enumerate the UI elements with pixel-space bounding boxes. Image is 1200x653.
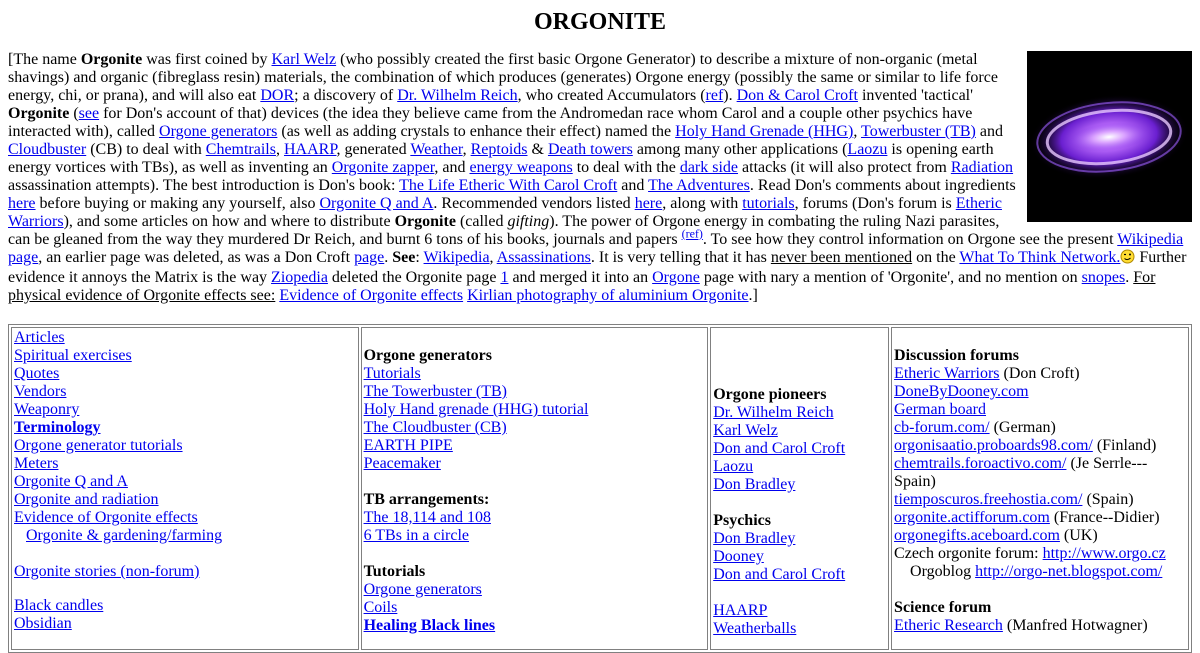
link-weatherballs[interactable]: Weatherballs: [713, 620, 797, 637]
link-orgonite-radiation[interactable]: Orgonite and radiation: [14, 491, 159, 508]
link-forum-cb[interactable]: cb-forum.com/: [894, 419, 990, 436]
intro-section: [8, 51, 1194, 305]
link-the-cloudbuster[interactable]: The Cloudbuster (CB): [363, 419, 507, 436]
link-dor[interactable]: DOR: [260, 87, 295, 104]
link-forum-tiempos[interactable]: tiemposcuros.freehostia.com/: [894, 491, 1083, 508]
orgone-nebula-image: [1027, 51, 1192, 222]
link-croft-page[interactable]: page: [354, 249, 385, 266]
link-weaponry[interactable]: Weaponry: [14, 401, 80, 418]
link-snopes[interactable]: snopes: [1081, 269, 1126, 286]
link-forum-finland[interactable]: orgonisaatio.proboards98.com/: [894, 437, 1093, 454]
link-orgonite-stories[interactable]: Orgonite stories (non-forum): [14, 563, 200, 580]
link-psychic-crofts[interactable]: Don and Carol Croft: [713, 566, 846, 583]
link-cloudbuster[interactable]: Cloudbuster: [8, 141, 87, 158]
link-radiation[interactable]: Radiation: [950, 159, 1014, 176]
link-haarp-section[interactable]: HAARP: [713, 602, 768, 619]
links-table: [8, 324, 1192, 653]
link-dark-side[interactable]: dark side: [679, 159, 739, 176]
heading-science-forum: Science forum: [894, 599, 992, 616]
link-weather[interactable]: Weather: [410, 141, 463, 158]
link-pioneer-bradley[interactable]: Don Bradley: [713, 476, 796, 493]
heading-orgone-pioneers: Orgone pioneers: [713, 386, 827, 403]
link-gardening[interactable]: Orgonite & gardening/farming: [26, 527, 223, 544]
link-wikipedia-page[interactable]: Wikipedia page: [8, 231, 1184, 266]
link-evidence-effects[interactable]: Evidence of Orgonite effects: [14, 509, 198, 526]
link-obsidian[interactable]: Obsidian: [14, 615, 72, 632]
link-terminology[interactable]: Terminology: [14, 419, 101, 436]
link-healing-black-lines[interactable]: Healing Black lines: [363, 617, 496, 634]
link-forum-dooney[interactable]: DoneByDooney.com: [894, 383, 1029, 400]
link-tut-orgone-generators[interactable]: Orgone generators: [363, 581, 482, 598]
link-orgoblog[interactable]: http://orgo-net.blogspot.com/: [975, 563, 1163, 580]
link-death-towers[interactable]: Death towers: [547, 141, 633, 158]
link-wikipedia[interactable]: Wikipedia: [423, 249, 490, 266]
link-generator-tutorials[interactable]: Orgone generator tutorials: [14, 437, 183, 454]
link-hhg[interactable]: Holy Hand Grenade (HHG): [675, 123, 854, 140]
link-pioneer-crofts[interactable]: Don and Carol Croft: [713, 440, 846, 457]
links-column-pioneers: [710, 327, 889, 650]
link-here-ingredients[interactable]: here: [8, 195, 36, 212]
link-book-life-etheric[interactable]: The Life Etheric With Carol Croft: [399, 177, 618, 194]
link-gen-tutorials[interactable]: Tutorials: [363, 365, 421, 382]
heading-orgone-generators: Orgone generators: [363, 347, 492, 364]
link-zapper[interactable]: Orgonite zapper: [331, 159, 435, 176]
link-book-adventures[interactable]: The Adventures: [648, 177, 750, 194]
link-spiritual-exercises[interactable]: Spiritual exercises: [14, 347, 132, 364]
link-orgonite-q-and-a[interactable]: Orgonite Q and A: [14, 473, 128, 490]
link-ref-books[interactable]: (ref): [681, 226, 703, 241]
heading-discussion-forums: Discussion forums: [894, 347, 1019, 364]
link-etheric-research[interactable]: Etheric Research: [894, 617, 1003, 634]
link-articles[interactable]: Articles: [14, 329, 65, 346]
heading-tb-arrangements: TB arrangements:: [363, 491, 490, 508]
link-ref[interactable]: ref: [705, 87, 724, 104]
links-column-forums: Discussion forums Etheric Warriors (Don Croft) DoneByDooney.com German board cb-forum.com/ (German) orgonisaatio.proboards98.com/ (Finland) chemtrails.foroactivo.com/ (Je Serrle---Spain) tiemposcuros.freehostia.com/ (Spain) orgonite.actifforum.com (France--Didier) orgonegifts.aceboard.com (UK) Czech orgonite forum: http://www.orgo.cz Orgoblog http://orgo-net.blogspot.com/ Science forum Etheric Research (Manfred Hotwagner): [891, 327, 1189, 650]
link-forum-gifts[interactable]: orgonegifts.aceboard.com: [894, 527, 1060, 544]
link-forum-etheric-warriors[interactable]: Etheric Warriors: [894, 365, 1000, 382]
link-haarp[interactable]: HAARP: [283, 141, 337, 158]
link-meters[interactable]: Meters: [14, 455, 59, 472]
link-hhg-tutorial[interactable]: Holy Hand grenade (HHG) tutorial: [363, 401, 589, 418]
link-chemtrails[interactable]: Chemtrails: [205, 141, 276, 158]
link-peacemaker[interactable]: Peacemaker: [363, 455, 441, 472]
link-orgone-generators[interactable]: Orgone generators: [159, 123, 278, 140]
page-title: ORGONITE: [533, 9, 667, 35]
link-reptoids[interactable]: Reptoids: [470, 141, 528, 158]
link-pioneer-welz[interactable]: Karl Welz: [713, 422, 778, 439]
heading-tutorials: Tutorials: [363, 563, 426, 580]
link-evidence[interactable]: Evidence of Orgonite effects: [279, 287, 464, 304]
link-assassinations[interactable]: Assassinations: [496, 249, 591, 266]
link-energy-weapons[interactable]: energy weapons: [469, 159, 573, 176]
intro-paragraph: [The name Orgonite was first coined by Karl Welz (who possibly created the first basic Orgone Generator) to describe a mixture of non-organic (metal shavings) and organic (fibreglass resin) materials, the combination of which produces (generates) Orgone energy (possibly the same or similar to life force energy, chi, or prana), and will also eat DOR; a discovery of Dr. Wilhelm Reich, who created Accumulators (ref). Don & Carol Croft invented 'tactical' Orgonite (see for Don's account of that) devices (the idea they believe came from the Andromedan race whom Carol and a couple other psychics have interacted with), called Orgone generators (as well as adding crystals to enhance their effect) named the Holy Hand Grenade (HHG), Towerbuster (TB) and Cloudbuster (CB) to deal with Chemtrails, HAARP, generated Weather, Reptoids & Death towers among many other applications (Laozu is opening earth energy vortices with TBs), as well as inventing an Orgonite zapper, and energy weapons to deal with the dark side attacks (it will also protect from Radiation assassination attempts). The best introduction is Don's book: The Life Etheric With Carol Croft and The Adventures. Read Don's comments about ingredients here before buying or making any yourself, also Orgonite Q and A. Recommended vendors listed here, along with tutorials, forums (Don's forum is Etheric Warriors), and some articles on how and where to distribute Orgonite (called gifting). The power of Orgone energy in combating the ruling Nazi parasites, can be gleaned from the way they murdered Dr Reich, and burnt 6 tons of his books, journals and papers $^{(ref)}$. To see how they control information on Orgone see the present Wikipedia page, an earlier page was deleted, as was a Don Croft page. See: Wikipedia, Assassinations. It is very telling that it has never been mentioned on the What To Think Network. Further evidence it annoys the Matrix is the way Ziopedia deleted the Orgonite page 1 and merged it into an Orgone page with nary a mention of 'Orgonite', and no mention on snopes. For physical evidence of Orgonite effects see: Evidence of Orgonite effects Kirlian photography of aluminium Orgonite.]: [8, 51, 1187, 304]
link-q-and-a[interactable]: Orgonite Q and A: [319, 195, 434, 212]
link-ziopedia[interactable]: Ziopedia: [271, 269, 328, 286]
link-pioneer-laozu[interactable]: Laozu: [713, 458, 754, 475]
link-black-candles[interactable]: Black candles: [14, 597, 104, 614]
link-page-1[interactable]: 1: [500, 269, 509, 286]
link-forum-german-board[interactable]: German board: [894, 401, 987, 418]
link-karl-welz[interactable]: Karl Welz: [271, 51, 337, 68]
link-kirlian[interactable]: Kirlian photography of aluminium Orgonite: [467, 287, 749, 304]
link-see[interactable]: see: [78, 105, 100, 122]
link-psychic-bradley[interactable]: Don Bradley: [713, 530, 796, 547]
link-6-tbs-circle[interactable]: 6 TBs in a circle: [363, 527, 470, 544]
link-forum-actif[interactable]: orgonite.actifforum.com: [894, 509, 1050, 526]
link-coils[interactable]: Coils: [363, 599, 398, 616]
link-towerbuster[interactable]: Towerbuster (TB): [861, 123, 976, 140]
link-laozu[interactable]: Laozu: [847, 141, 888, 158]
link-tutorials[interactable]: tutorials: [742, 195, 795, 212]
link-forum-chemtrails[interactable]: chemtrails.foroactivo.com/: [894, 455, 1067, 472]
link-quotes[interactable]: Quotes: [14, 365, 60, 382]
wink-smiley-icon: [1120, 249, 1135, 269]
links-column-generators: [361, 327, 709, 650]
link-here-vendors[interactable]: here: [634, 195, 663, 212]
link-forum-czech[interactable]: http://www.orgo.cz: [1042, 545, 1166, 562]
link-what-to-think[interactable]: What To Think Network.: [959, 249, 1121, 266]
links-column-main: [11, 327, 359, 650]
link-earth-pipe[interactable]: EARTH PIPE: [363, 437, 453, 454]
link-psychic-dooney[interactable]: Dooney: [713, 548, 764, 565]
link-the-towerbuster[interactable]: The Towerbuster (TB): [363, 383, 507, 400]
link-tb-18-114-108[interactable]: The 18,114 and 108: [363, 509, 491, 526]
link-pioneer-reich[interactable]: Dr. Wilhelm Reich: [713, 404, 834, 421]
link-crofts[interactable]: Don & Carol Croft: [736, 87, 858, 104]
link-etheric-warriors[interactable]: Etheric Warriors: [8, 195, 1002, 230]
heading-psychics: Psychics: [713, 512, 771, 529]
link-vendors[interactable]: Vendors: [14, 383, 67, 400]
link-reich[interactable]: Dr. Wilhelm Reich: [397, 87, 518, 104]
link-orgone[interactable]: Orgone: [652, 269, 700, 286]
